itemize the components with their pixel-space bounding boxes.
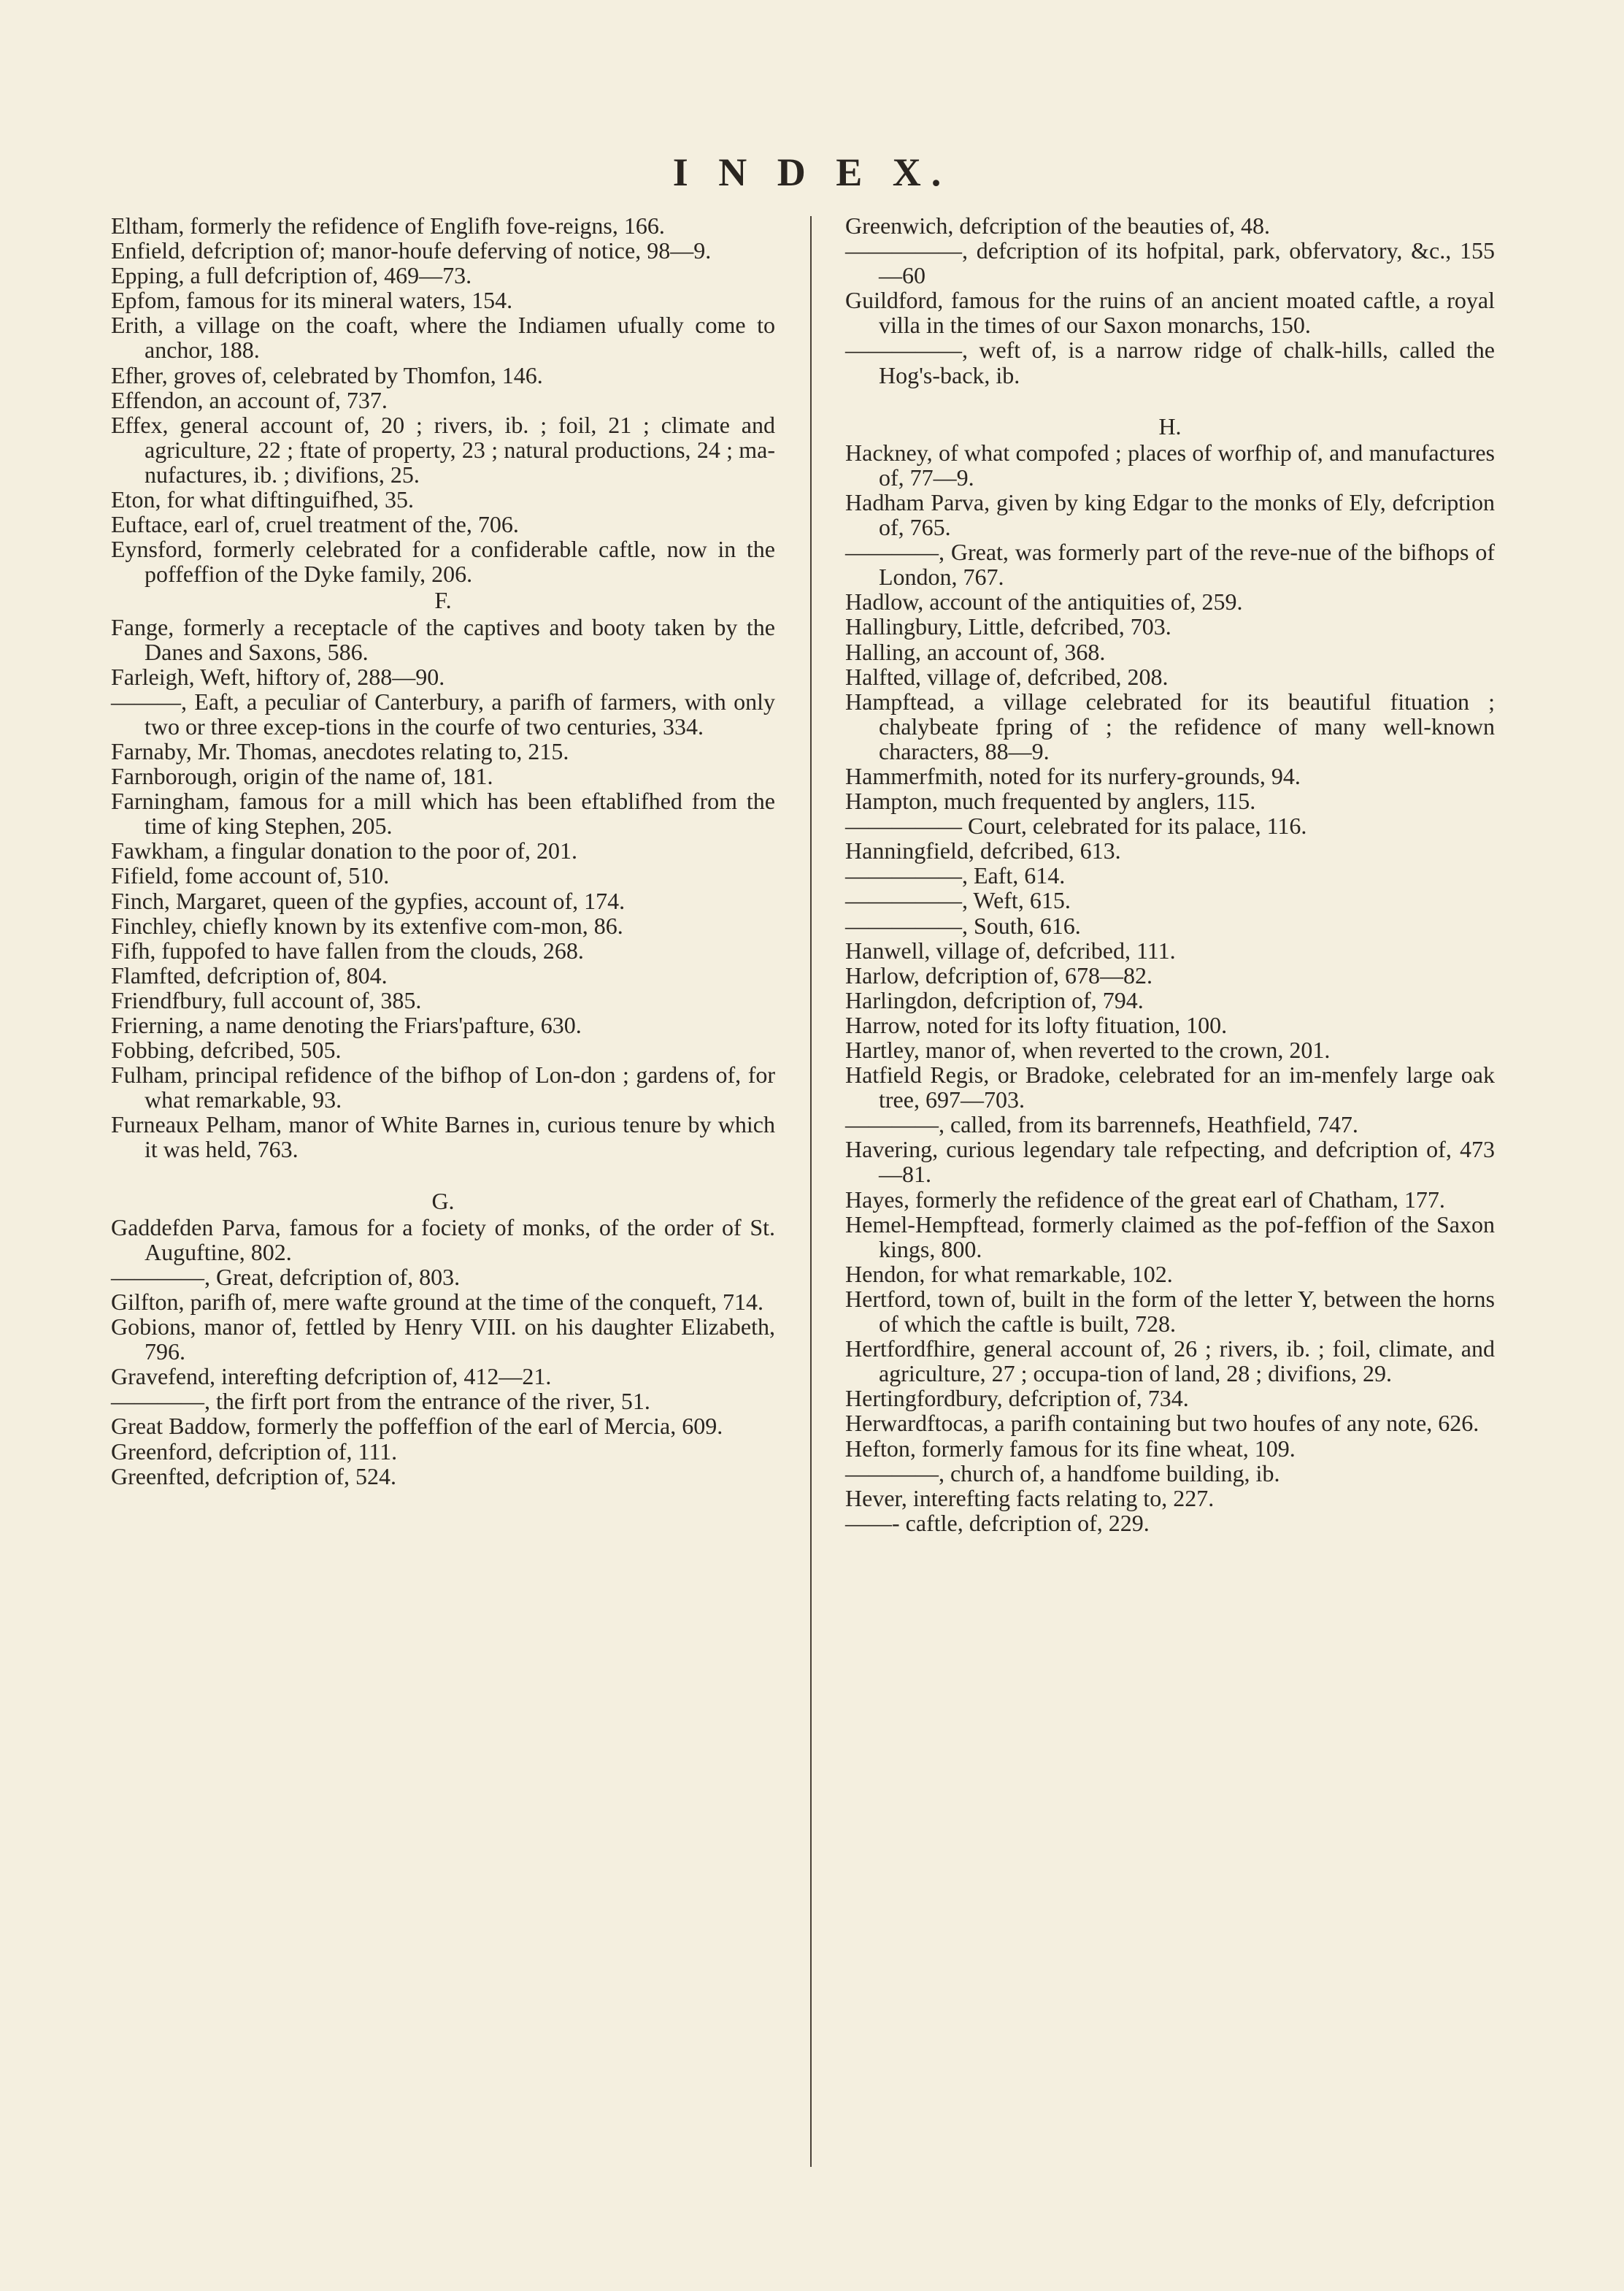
index-entry: Gobions, manor of, fettled by Henry VIII. on his daughter Elizabeth, 796. — [111, 1313, 775, 1365]
index-entry: ————, church of, a handfome building, ib. — [845, 1459, 1280, 1486]
index-entry: Fifield, fome account of, 510. — [111, 862, 390, 889]
section-heading-g: G. — [431, 1187, 455, 1214]
index-entry: Finch, Margaret, queen of the gypfies, account of, 174. — [111, 887, 626, 914]
index-entry: Farnaby, Mr. Thomas, anecdotes relating to, 215. — [111, 737, 569, 764]
index-entry: Eltham, formerly the refidence of Englifh fove-reigns, 166. — [111, 212, 665, 239]
index-entry: Hever, interefting facts relating to, 227. — [845, 1484, 1215, 1511]
index-entry: Hayes, formerly the refidence of the great earl of Chatham, 177. — [845, 1186, 1445, 1213]
index-entry: Flamfted, defcription of, 804. — [111, 962, 388, 989]
section-heading-f: F. — [434, 587, 452, 614]
index-entry: ———, Eaft, a peculiar of Canterbury, a parifh of farmers, with only two or three excep-tions in the courfe of two centuries, 334. — [111, 688, 775, 740]
index-entry: Greenford, defcription of, 111. — [111, 1438, 398, 1465]
index-entry: Farnborough, origin of the name of, 181. — [111, 763, 493, 790]
index-entry: —————, Weft, 615. — [845, 887, 1071, 914]
index-entry: —————, Eaft, 614. — [845, 862, 1066, 889]
column-divider — [810, 216, 812, 2167]
index-entry: Enfield, defcription of; manor-houfe deferving of notice, 98—9. — [111, 237, 712, 264]
index-entry: Hendon, for what remarkable, 102. — [845, 1260, 1173, 1287]
index-entry: Frierning, a name denoting the Friars'pafture, 630. — [111, 1012, 582, 1038]
index-entry: Furneaux Pelham, manor of White Barnes in, curious tenure by which it was held, 763. — [111, 1111, 775, 1163]
index-entry: Greenfted, defcription of, 524. — [111, 1462, 396, 1489]
index-entry: Harrow, noted for its lofty fituation, 100. — [845, 1011, 1228, 1038]
index-entry: Greenwich, defcription of the beauties of, 48. — [845, 212, 1271, 239]
index-entry: Eynsford, formerly celebrated for a confiderable caftle, now in the poffeffion of the Dyke family, 206. — [111, 536, 775, 588]
index-entry: Fobbing, defcribed, 505. — [111, 1037, 342, 1064]
spacer — [845, 388, 1495, 412]
index-entry: Hertfordfhire, general account of, 26 ; rivers, ib. ; foil, climate, and agriculture, 27 ; occupa-tion of land, 28 ; divifions, 29. — [845, 1335, 1495, 1387]
index-entry: Euftace, earl of, cruel treatment of the, 706. — [111, 511, 519, 538]
index-entry: Havering, curious legendary tale refpecting, and defcription of, 473—81. — [845, 1136, 1495, 1188]
section-heading-h: H. — [1158, 412, 1182, 440]
right-column — [845, 213, 1495, 1535]
index-entry: Effex, general account of, 20 ; rivers, ib. ; foil, 21 ; climate and agriculture, 22 ; ftate of property, 23 ; natural productions, 24 ; ma-nufactures, ib. ; divifions, 25. — [111, 411, 775, 488]
index-entry: Epfom, famous for its mineral waters, 154. — [111, 287, 513, 314]
index-entry: Gravefend, interefting defcription of, 412—21. — [111, 1363, 552, 1390]
index-entry: Fange, formerly a receptacle of the captives and booty taken by the Danes and Saxons, 586. — [111, 613, 775, 665]
index-entry: Hammerfmith, noted for its nurfery-grounds, 94. — [845, 762, 1301, 789]
index-entry: Halling, an account of, 368. — [845, 638, 1106, 665]
index-entry: Farningham, famous for a mill which has been eftablifhed from the time of king Stephen, 205. — [111, 788, 775, 840]
index-entry: Eton, for what diftinguifhed, 35. — [111, 486, 415, 513]
index-entry: Herwardftocas, a parifh containing but two houfes of any note, 626. — [845, 1410, 1479, 1437]
index-entry: Hampftead, a village celebrated for its beautiful fituation ; chalybeate fpring of ; the refidence of many well-known characters, 88—9. — [845, 688, 1495, 764]
index-entry: Guildford, famous for the ruins of an ancient moated caftle, a royal villa in the times of our Saxon monarchs, 150. — [845, 287, 1495, 339]
index-entry: Hackney, of what compofed ; places of worfhip of, and manufactures of, 77—9. — [845, 439, 1495, 491]
spacer — [111, 1162, 775, 1187]
index-entry: Hadlow, account of the antiquities of, 259. — [845, 588, 1243, 615]
index-entry: Hatfield Regis, or Bradoke, celebrated for an im-menfely large oak tree, 697—703. — [845, 1062, 1495, 1113]
index-entry: Hefton, formerly famous for its fine wheat, 109. — [845, 1435, 1296, 1462]
index-entry: Gilfton, parifh of, mere wafte ground at the time of the conqueft, 714. — [111, 1288, 763, 1315]
index-entry: Fifh, fuppofed to have fallen from the clouds, 268. — [111, 937, 584, 964]
index-entry: Efher, groves of, celebrated by Thomfon, 146. — [111, 361, 543, 388]
index-entry: Hertford, town of, built in the form of the letter Y, between the horns of which the caftle is built, 728. — [845, 1285, 1495, 1338]
index-entry: ————, Great, defcription of, 803. — [111, 1263, 461, 1290]
index-entry: —————, South, 616. — [845, 912, 1081, 939]
index-entry: Gaddefden Parva, famous for a fociety of monks, of the order of St. Auguftine, 802. — [111, 1213, 775, 1265]
index-entry: ————— Court, celebrated for its palace, 116. — [845, 813, 1307, 840]
index-entry: Hanwell, village of, defcribed, 111. — [845, 937, 1176, 964]
index-entry: Hampton, much frequented by anglers, 115. — [845, 788, 1256, 815]
index-entry: Great Baddow, formerly the poffeffion of the earl of Mercia, 609. — [111, 1413, 723, 1440]
index-entry: Harlingdon, defcription of, 794. — [845, 986, 1144, 1013]
index-entry: ————, called, from its barrennefs, Heathfield, 747. — [845, 1111, 1358, 1138]
index-entry: ————, the firft port from the entrance of the river, 51. — [111, 1388, 650, 1415]
index-entry: —————, weft of, is a narrow ridge of chalk-hills, called the Hog's-back, ib. — [845, 337, 1495, 388]
index-entry: —————, defcription of its hofpital, park, obfervatory, &c., 155—60 — [845, 237, 1495, 289]
index-entry: Harlow, defcription of, 678—82. — [845, 962, 1152, 989]
index-entry: Hartley, manor of, when reverted to the crown, 201. — [845, 1037, 1331, 1063]
index-entry: Hallingbury, Little, defcribed, 703. — [845, 613, 1171, 640]
index-entry: ————, Great, was formerly part of the reve-nue of the bifhops of London, 767. — [845, 539, 1495, 591]
index-entry: Hadham Parva, given by king Edgar to the monks of Ely, defcription of, 765. — [845, 488, 1495, 541]
index-entry: Halfted, village of, defcribed, 208. — [845, 663, 1169, 690]
index-entry: Effendon, an account of, 737. — [111, 386, 388, 413]
index-entry: Fulham, principal refidence of the bifhop of Lon-don ; gardens of, for what remarkable, 93. — [111, 1062, 775, 1113]
index-entry: Hertingfordbury, defcription of, 734. — [845, 1385, 1189, 1412]
index-entry: Finchley, chiefly known by its extenfive com-mon, 86. — [111, 912, 623, 939]
index-entry: ——- caftle, defcription of, 229. — [845, 1509, 1150, 1536]
page-title: I N D E X. — [672, 150, 952, 194]
index-entry: Epping, a full defcription of, 469—73. — [111, 262, 472, 289]
index-entry: Friendfbury, full account of, 385. — [111, 986, 422, 1013]
index-entry: Erith, a village on the coaft, where the Indiamen ufually come to anchor, 188. — [111, 312, 775, 364]
index-entry: Hanningfield, defcribed, 613. — [845, 837, 1121, 864]
left-column — [111, 213, 775, 1489]
index-entry: Farleigh, Weft, hiftory of, 288—90. — [111, 663, 445, 690]
index-entry: Hemel-Hempftead, formerly claimed as the pof-feffion of the Saxon kings, 800. — [845, 1210, 1495, 1262]
index-entry: Fawkham, a fingular donation to the poor of, 201. — [111, 837, 577, 864]
